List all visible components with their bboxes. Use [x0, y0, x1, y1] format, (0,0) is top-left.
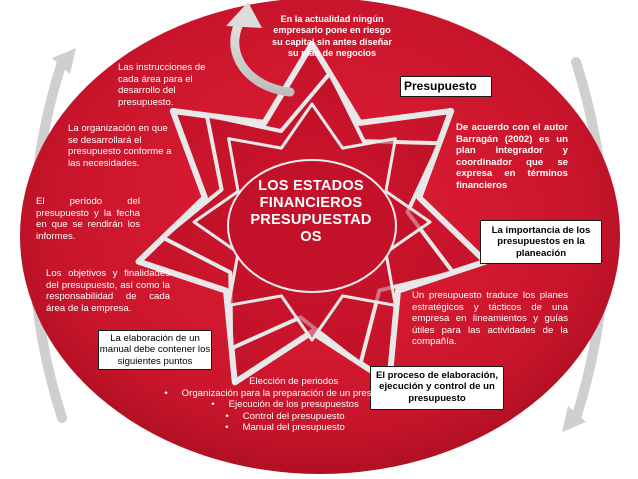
manual-points-list: [160, 376, 410, 434]
list-item: • Ejecución de los presupuestos: [160, 399, 410, 411]
list-item: • Organización para la preparación de un presupuesto: [160, 388, 410, 400]
organizacion-text: La organización en que se desarrollará el presupuesto conforme a las necesidades.: [68, 123, 172, 169]
importancia-box: La importancia de los presupuestos en la planeación: [480, 220, 602, 264]
top-note: En la actualidad ningún empresario pone en riesgo su capital sin antes diseñar su plan de negocios: [272, 14, 392, 59]
traduce-text: Un presupuesto traduce los planes estratégicos y tácticos de una empresa en lineamientos y guías útiles para las actividades de la compañía.: [412, 290, 568, 348]
periodo-text: El período del presupuesto y la fecha en que se rendirán los informes.: [36, 196, 140, 242]
instrucciones-text: Las instrucciones de cada área para el desarrollo del presupuesto.: [118, 62, 206, 108]
barragan-text: De acuerdo con el autor Barragán (2002) es un plan integrador y coordinador que se expresa en términos financieros: [456, 122, 568, 191]
list-item: • Control del presupuesto: [160, 411, 410, 423]
main-title: LOS ESTADOS FINANCIEROS PRESUPUESTAD OS: [250, 178, 372, 245]
presupuesto-tab: Presupuesto: [400, 76, 492, 97]
list-item: • Manual del presupuesto: [160, 422, 410, 434]
elaboracion-box: La elaboración de un manual debe contener los siguientes puntos: [98, 330, 212, 370]
list-item: • Elección de periodos: [160, 376, 410, 388]
proceso-box: El proceso de elaboración, ejecución y control de un presupuesto: [370, 366, 504, 410]
objetivos-text: Los objetivos y finalidades del presupuesto, así como la responsabilidad de cada área de la empresa.: [46, 268, 170, 314]
